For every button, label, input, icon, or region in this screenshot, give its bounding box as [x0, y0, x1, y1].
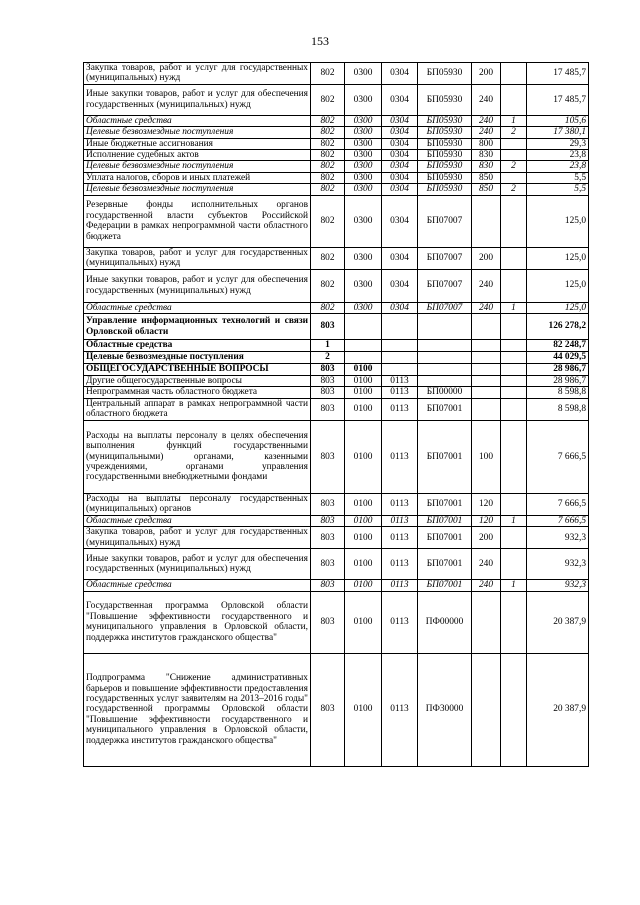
cell-amount: 44 029,5 [527, 352, 589, 364]
cell-ved-code: 802 [311, 184, 345, 195]
cell-expense-type: 100 [472, 420, 501, 493]
cell-target-article: БП07001 [418, 515, 472, 526]
table-row [84, 161, 589, 172]
cell-section-code: 0300 [345, 269, 382, 302]
cell-target-article [418, 364, 472, 376]
cell-section-code: 0100 [345, 527, 382, 549]
cell-subsection-code [382, 352, 418, 364]
table-row [84, 352, 589, 364]
cell-name: Подпрограмма "Снижение административных барьеров и повышение эффективности предоставления государственных услуг заявителям на 2013–2016 годы" государственной программы Орловской области "Повышение эффективности государственного и муниципального управления в Орловской области, поддержка институтов гражданского общества" [84, 653, 311, 766]
cell-ved-code: 803 [311, 493, 345, 515]
cell-target-article [418, 314, 472, 340]
cell-subsection-code [382, 314, 418, 340]
cell-name: Целевые безвозмездные поступления [84, 184, 311, 195]
cell-funding-source [501, 269, 527, 302]
cell-funding-source: 1 [501, 302, 527, 313]
cell-target-article: БП07001 [418, 527, 472, 549]
cell-name: Иные бюджетные ассигнования [84, 138, 311, 149]
cell-funding-source [501, 195, 527, 247]
cell-funding-source [501, 527, 527, 549]
cell-expense-type: 120 [472, 493, 501, 515]
cell-target-article: БП05930 [418, 84, 472, 115]
cell-subsection-code [382, 340, 418, 352]
cell-funding-source [501, 364, 527, 376]
cell-expense-type [472, 387, 501, 398]
cell-expense-type [472, 653, 501, 766]
cell-section-code [345, 314, 382, 340]
cell-expense-type: 800 [472, 138, 501, 149]
cell-amount: 932,3 [527, 549, 589, 580]
table-row [84, 527, 589, 549]
cell-ved-code: 802 [311, 161, 345, 172]
cell-target-article: БП05930 [418, 138, 472, 149]
cell-name: Непрограммная часть областного бюджета [84, 387, 311, 398]
table-row [84, 515, 589, 526]
table-row [84, 549, 589, 580]
cell-name: Иные закупки товаров, работ и услуг для обеспечения государственных (муниципальных) нужд [84, 84, 311, 115]
cell-subsection-code: 0113 [382, 580, 418, 591]
cell-name: Областные средства [84, 340, 311, 352]
cell-ved-code: 802 [311, 150, 345, 161]
cell-expense-type: 830 [472, 161, 501, 172]
table-row [84, 184, 589, 195]
cell-subsection-code: 0304 [382, 195, 418, 247]
cell-section-code: 0100 [345, 653, 382, 766]
cell-name: Целевые безвозмездные поступления [84, 127, 311, 138]
cell-name: Целевые безвозмездные поступления [84, 161, 311, 172]
cell-section-code: 0100 [345, 515, 382, 526]
cell-name: Государственная программа Орловской области "Повышение эффективности государственного и муниципального управления в Орловской области, поддержка институтов гражданского общества" [84, 591, 311, 653]
cell-subsection-code: 0113 [382, 420, 418, 493]
cell-subsection-code: 0113 [382, 549, 418, 580]
table-row [84, 398, 589, 420]
cell-funding-source [501, 63, 527, 85]
cell-subsection-code: 0304 [382, 84, 418, 115]
cell-ved-code: 802 [311, 247, 345, 269]
cell-section-code: 0100 [345, 420, 382, 493]
cell-expense-type [472, 195, 501, 247]
cell-expense-type: 850 [472, 172, 501, 183]
cell-target-article: БП07001 [418, 580, 472, 591]
table-row [84, 387, 589, 398]
cell-section-code: 0100 [345, 549, 382, 580]
cell-name: ОБЩЕГОСУДАРСТВЕННЫЕ ВОПРОСЫ [84, 364, 311, 376]
page-number: 153 [311, 34, 329, 48]
cell-name: Закупка товаров, работ и услуг для государственных (муниципальных) нужд [84, 527, 311, 549]
cell-ved-code: 803 [311, 398, 345, 420]
cell-ved-code: 802 [311, 138, 345, 149]
cell-target-article: БП07001 [418, 549, 472, 580]
cell-amount: 125,0 [527, 302, 589, 313]
cell-funding-source: 1 [501, 115, 527, 126]
cell-name: Центральный аппарат в рамках непрограммной части областного бюджета [84, 398, 311, 420]
cell-funding-source [501, 172, 527, 183]
table-row [84, 195, 589, 247]
cell-ved-code: 802 [311, 63, 345, 85]
cell-amount: 8 598,8 [527, 387, 589, 398]
cell-subsection-code: 0113 [382, 591, 418, 653]
cell-target-article [418, 340, 472, 352]
cell-target-article: БП05930 [418, 150, 472, 161]
cell-funding-source [501, 84, 527, 115]
cell-amount: 7 666,5 [527, 515, 589, 526]
cell-funding-source: 2 [501, 184, 527, 195]
cell-expense-type: 200 [472, 63, 501, 85]
cell-section-code: 0300 [345, 150, 382, 161]
cell-subsection-code: 0304 [382, 161, 418, 172]
cell-funding-source [501, 591, 527, 653]
cell-amount: 7 666,5 [527, 420, 589, 493]
cell-expense-type: 240 [472, 549, 501, 580]
cell-expense-type: 240 [472, 580, 501, 591]
cell-target-article: БП05930 [418, 127, 472, 138]
cell-expense-type [472, 376, 501, 387]
cell-target-article: БП07001 [418, 420, 472, 493]
cell-ved-code: 2 [311, 352, 345, 364]
cell-expense-type [472, 340, 501, 352]
cell-funding-source [501, 138, 527, 149]
cell-funding-source: 1 [501, 580, 527, 591]
cell-section-code: 0300 [345, 115, 382, 126]
cell-expense-type [472, 314, 501, 340]
cell-ved-code: 803 [311, 527, 345, 549]
cell-subsection-code: 0113 [382, 653, 418, 766]
table-row [84, 364, 589, 376]
cell-subsection-code: 0113 [382, 398, 418, 420]
cell-ved-code: 803 [311, 364, 345, 376]
cell-ved-code: 803 [311, 515, 345, 526]
cell-funding-source: 1 [501, 515, 527, 526]
cell-amount: 125,0 [527, 195, 589, 247]
cell-amount: 125,0 [527, 269, 589, 302]
cell-section-code: 0100 [345, 493, 382, 515]
cell-ved-code: 802 [311, 269, 345, 302]
cell-ved-code: 802 [311, 172, 345, 183]
cell-section-code: 0100 [345, 580, 382, 591]
cell-target-article: БП07007 [418, 247, 472, 269]
cell-section-code: 0100 [345, 364, 382, 376]
cell-ved-code: 1 [311, 340, 345, 352]
cell-section-code: 0300 [345, 195, 382, 247]
cell-ved-code: 802 [311, 302, 345, 313]
table-row [84, 115, 589, 126]
cell-expense-type: 830 [472, 150, 501, 161]
cell-subsection-code: 0304 [382, 63, 418, 85]
cell-target-article: БП07001 [418, 493, 472, 515]
cell-expense-type: 240 [472, 84, 501, 115]
cell-ved-code: 802 [311, 127, 345, 138]
cell-target-article: БП07007 [418, 302, 472, 313]
table-row [84, 376, 589, 387]
cell-expense-type: 200 [472, 527, 501, 549]
cell-subsection-code: 0304 [382, 302, 418, 313]
table-row [84, 172, 589, 183]
cell-target-article: БП07007 [418, 269, 472, 302]
cell-target-article: ПФ30000 [418, 653, 472, 766]
cell-target-article: БП00000 [418, 387, 472, 398]
cell-target-article: БП07007 [418, 195, 472, 247]
cell-amount: 5,5 [527, 172, 589, 183]
cell-ved-code: 803 [311, 580, 345, 591]
cell-section-code: 0300 [345, 247, 382, 269]
cell-amount: 82 248,7 [527, 340, 589, 352]
cell-section-code: 0100 [345, 387, 382, 398]
cell-ved-code: 803 [311, 420, 345, 493]
cell-name: Иные закупки товаров, работ и услуг для обеспечения государственных (муниципальных) нужд [84, 549, 311, 580]
cell-funding-source [501, 314, 527, 340]
table-row [84, 247, 589, 269]
cell-subsection-code: 0113 [382, 527, 418, 549]
cell-name: Областные средства [84, 302, 311, 313]
cell-target-article [418, 376, 472, 387]
cell-section-code: 0300 [345, 184, 382, 195]
cell-amount: 17 485,7 [527, 63, 589, 85]
cell-section-code: 0100 [345, 376, 382, 387]
cell-ved-code: 802 [311, 195, 345, 247]
table-row [84, 591, 589, 653]
cell-funding-source [501, 653, 527, 766]
cell-amount: 23,8 [527, 161, 589, 172]
cell-amount: 5,5 [527, 184, 589, 195]
cell-subsection-code: 0304 [382, 184, 418, 195]
cell-amount: 126 278,2 [527, 314, 589, 340]
cell-section-code: 0300 [345, 172, 382, 183]
table-row [84, 138, 589, 149]
cell-funding-source [501, 247, 527, 269]
cell-target-article: БП07001 [418, 398, 472, 420]
cell-ved-code: 803 [311, 653, 345, 766]
cell-funding-source: 2 [501, 127, 527, 138]
cell-name: Целевые безвозмездные поступления [84, 352, 311, 364]
cell-amount: 8 598,8 [527, 398, 589, 420]
cell-name: Расходы на выплаты персоналу в целях обеспечения выполнения функций государственными (муниципальными) органами, казенными учреждениями, органами управления государственными внебюджетными фондами [84, 420, 311, 493]
cell-section-code: 0100 [345, 398, 382, 420]
cell-name: Исполнение судебных актов [84, 150, 311, 161]
cell-section-code: 0300 [345, 127, 382, 138]
cell-section-code: 0300 [345, 84, 382, 115]
cell-name: Другие общегосударственные вопросы [84, 376, 311, 387]
cell-amount: 23,8 [527, 150, 589, 161]
cell-amount: 20 387,9 [527, 653, 589, 766]
cell-subsection-code: 0304 [382, 115, 418, 126]
cell-amount: 105,6 [527, 115, 589, 126]
cell-funding-source [501, 352, 527, 364]
cell-subsection-code: 0304 [382, 150, 418, 161]
cell-name: Закупка товаров, работ и услуг для государственных (муниципальных) нужд [84, 247, 311, 269]
table-row [84, 340, 589, 352]
cell-expense-type [472, 591, 501, 653]
cell-name: Закупка товаров, работ и услуг для государственных (муниципальных) нужд [84, 63, 311, 85]
cell-subsection-code: 0113 [382, 493, 418, 515]
cell-expense-type: 240 [472, 127, 501, 138]
cell-funding-source [501, 387, 527, 398]
cell-ved-code: 803 [311, 591, 345, 653]
cell-expense-type: 200 [472, 247, 501, 269]
cell-amount: 932,3 [527, 580, 589, 591]
cell-subsection-code [382, 364, 418, 376]
table-row [84, 63, 589, 85]
cell-funding-source [501, 549, 527, 580]
table-row [84, 493, 589, 515]
cell-expense-type: 240 [472, 302, 501, 313]
cell-funding-source [501, 340, 527, 352]
cell-expense-type: 240 [472, 269, 501, 302]
cell-subsection-code: 0304 [382, 247, 418, 269]
cell-name: Резервные фонды исполнительных органов государственной власти субъектов Российской Федерации в рамках непрограммной части областного бюджета [84, 195, 311, 247]
cell-subsection-code: 0304 [382, 269, 418, 302]
cell-amount: 20 387,9 [527, 591, 589, 653]
cell-amount: 29,3 [527, 138, 589, 149]
cell-section-code [345, 340, 382, 352]
cell-expense-type [472, 398, 501, 420]
cell-expense-type [472, 364, 501, 376]
cell-subsection-code: 0304 [382, 138, 418, 149]
cell-section-code: 0300 [345, 63, 382, 85]
cell-name: Областные средства [84, 580, 311, 591]
cell-funding-source [501, 376, 527, 387]
cell-ved-code: 803 [311, 387, 345, 398]
cell-name: Расходы на выплаты персоналу государственных (муниципальных) органов [84, 493, 311, 515]
cell-section-code [345, 352, 382, 364]
cell-ved-code: 802 [311, 115, 345, 126]
cell-ved-code: 803 [311, 376, 345, 387]
cell-target-article: БП05930 [418, 115, 472, 126]
cell-expense-type: 120 [472, 515, 501, 526]
cell-subsection-code: 0113 [382, 515, 418, 526]
cell-section-code: 0300 [345, 161, 382, 172]
table-row [84, 420, 589, 493]
cell-expense-type: 850 [472, 184, 501, 195]
cell-expense-type: 240 [472, 115, 501, 126]
cell-funding-source [501, 420, 527, 493]
cell-ved-code: 803 [311, 314, 345, 340]
cell-amount: 125,0 [527, 247, 589, 269]
cell-target-article: БП05930 [418, 161, 472, 172]
budget-table [83, 62, 589, 767]
cell-amount: 28 986,7 [527, 376, 589, 387]
cell-ved-code: 803 [311, 549, 345, 580]
cell-expense-type [472, 352, 501, 364]
cell-target-article: ПФ00000 [418, 591, 472, 653]
table-row [84, 127, 589, 138]
cell-target-article: БП05930 [418, 184, 472, 195]
cell-amount: 17 380,1 [527, 127, 589, 138]
cell-name: Областные средства [84, 515, 311, 526]
cell-section-code: 0300 [345, 302, 382, 313]
cell-subsection-code: 0113 [382, 387, 418, 398]
cell-section-code: 0100 [345, 591, 382, 653]
cell-target-article: БП05930 [418, 172, 472, 183]
cell-amount: 7 666,5 [527, 493, 589, 515]
cell-target-article [418, 352, 472, 364]
cell-amount: 28 986,7 [527, 364, 589, 376]
table-row [84, 314, 589, 340]
cell-subsection-code: 0113 [382, 376, 418, 387]
cell-subsection-code: 0304 [382, 172, 418, 183]
cell-funding-source [501, 398, 527, 420]
cell-target-article: БП05930 [418, 63, 472, 85]
cell-name: Областные средства [84, 115, 311, 126]
cell-funding-source: 2 [501, 161, 527, 172]
table-row [84, 84, 589, 115]
cell-funding-source [501, 150, 527, 161]
cell-funding-source [501, 493, 527, 515]
cell-name: Управление информационных технологий и связи Орловской области [84, 314, 311, 340]
cell-amount: 932,3 [527, 527, 589, 549]
table-row [84, 580, 589, 591]
table-row [84, 150, 589, 161]
cell-name: Уплата налогов, сборов и иных платежей [84, 172, 311, 183]
table-row [84, 653, 589, 766]
cell-amount: 17 485,7 [527, 84, 589, 115]
cell-name: Иные закупки товаров, работ и услуг для обеспечения государственных (муниципальных) нужд [84, 269, 311, 302]
cell-ved-code: 802 [311, 84, 345, 115]
cell-subsection-code: 0304 [382, 127, 418, 138]
cell-section-code: 0300 [345, 138, 382, 149]
table-row [84, 302, 589, 313]
table-row [84, 269, 589, 302]
